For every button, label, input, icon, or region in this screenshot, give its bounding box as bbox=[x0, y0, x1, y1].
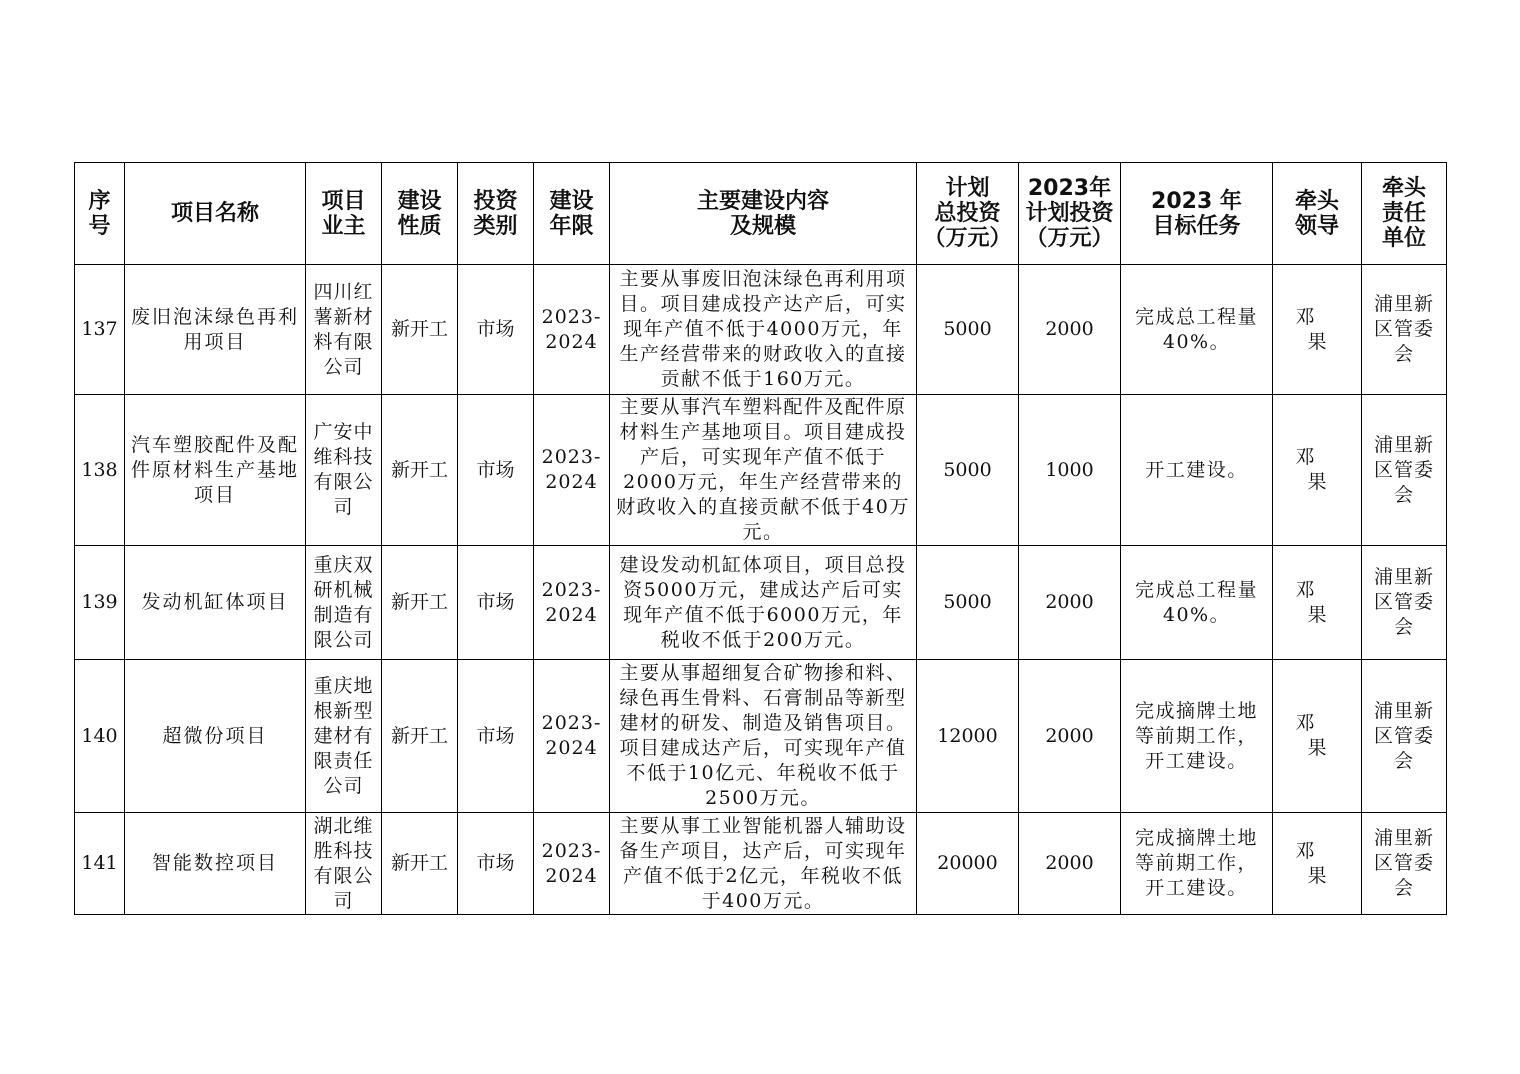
header-nature: 建设 性质 bbox=[382, 163, 458, 265]
header-owner: 项目 业主 bbox=[306, 163, 382, 265]
cell-total-investment: 5000 bbox=[917, 546, 1019, 660]
cell-nature: 新开工 bbox=[382, 813, 458, 915]
table-row bbox=[75, 395, 1447, 546]
header-plan-2023: 2023年 计划投资 （万元） bbox=[1019, 163, 1121, 265]
cell-project-name: 智能数控项目 bbox=[125, 813, 306, 915]
project-table bbox=[74, 162, 1447, 915]
leader-name: 邓果 bbox=[1295, 305, 1351, 353]
leader-name: 邓果 bbox=[1295, 839, 1351, 887]
table-row bbox=[75, 813, 1447, 915]
cell-category: 市场 bbox=[458, 546, 534, 660]
leader-name: 邓果 bbox=[1295, 578, 1351, 626]
cell-nature: 新开工 bbox=[382, 265, 458, 395]
cell-owner: 四川红薯新材料有限公司 bbox=[306, 265, 382, 395]
cell-seq: 141 bbox=[75, 813, 125, 915]
cell-seq: 137 bbox=[75, 265, 125, 395]
header-content: 主要建设内容 及规模 bbox=[610, 163, 917, 265]
header-unit: 牵头 责任 单位 bbox=[1362, 163, 1447, 265]
cell-project-name: 废旧泡沫绿色再利用项目 bbox=[125, 265, 306, 395]
cell-content: 主要从事工业智能机器人辅助设备生产项目，达产后，可实现年产值不低于2亿元，年税收不低于400万元。 bbox=[610, 813, 917, 915]
header-period: 建设 年限 bbox=[534, 163, 610, 265]
cell-total-investment: 5000 bbox=[917, 395, 1019, 546]
cell-content: 建设发动机缸体项目，项目总投资5000万元，建成达产后可实现年产值不低于6000万元，年税收不低于200万元。 bbox=[610, 546, 917, 660]
cell-target-2023: 完成总工程量40%。 bbox=[1121, 265, 1273, 395]
table-row bbox=[75, 660, 1447, 813]
cell-target-2023: 完成总工程量40%。 bbox=[1121, 546, 1273, 660]
cell-period: 2023-2024 bbox=[534, 546, 610, 660]
cell-nature: 新开工 bbox=[382, 546, 458, 660]
cell-target-2023: 完成摘牌土地等前期工作，开工建设。 bbox=[1121, 660, 1273, 813]
header-category: 投资 类别 bbox=[458, 163, 534, 265]
table-header-row bbox=[75, 163, 1447, 265]
cell-period: 2023-2024 bbox=[534, 395, 610, 546]
cell-leader bbox=[1273, 546, 1362, 660]
header-target-2023: 2023 年 目标任务 bbox=[1121, 163, 1273, 265]
cell-plan-2023: 1000 bbox=[1019, 395, 1121, 546]
cell-nature: 新开工 bbox=[382, 660, 458, 813]
cell-unit: 浦里新区管委会 bbox=[1362, 395, 1447, 546]
cell-seq: 139 bbox=[75, 546, 125, 660]
header-leader: 牵头 领导 bbox=[1273, 163, 1362, 265]
cell-period: 2023-2024 bbox=[534, 265, 610, 395]
cell-unit: 浦里新区管委会 bbox=[1362, 660, 1447, 813]
table-row bbox=[75, 546, 1447, 660]
cell-seq: 140 bbox=[75, 660, 125, 813]
cell-category: 市场 bbox=[458, 395, 534, 546]
cell-plan-2023: 2000 bbox=[1019, 546, 1121, 660]
cell-category: 市场 bbox=[458, 660, 534, 813]
cell-owner: 湖北维胜科技有限公司 bbox=[306, 813, 382, 915]
cell-project-name: 汽车塑胶配件及配件原材料生产基地项目 bbox=[125, 395, 306, 546]
cell-content: 主要从事汽车塑料配件及配件原材料生产基地项目。项目建成投产后，可实现年产值不低于2000万元，年生产经营带来的财政收入的直接贡献不低于40万元。 bbox=[610, 395, 917, 546]
leader-name: 邓果 bbox=[1295, 712, 1351, 759]
cell-leader bbox=[1273, 813, 1362, 915]
cell-owner: 重庆地根新型建材有限责任公司 bbox=[306, 660, 382, 813]
cell-leader bbox=[1273, 660, 1362, 813]
cell-content: 主要从事超细复合矿物掺和料、绿色再生骨料、石膏制品等新型建材的研发、制造及销售项目。项目建成达产后，可实现年产值不低于10亿元、年税收不低于2500万元。 bbox=[610, 660, 917, 813]
cell-owner: 广安中维科技有限公司 bbox=[306, 395, 382, 546]
cell-unit: 浦里新区管委会 bbox=[1362, 813, 1447, 915]
cell-leader bbox=[1273, 265, 1362, 395]
cell-project-name: 发动机缸体项目 bbox=[125, 546, 306, 660]
cell-owner: 重庆双研机械制造有限公司 bbox=[306, 546, 382, 660]
cell-plan-2023: 2000 bbox=[1019, 660, 1121, 813]
header-total-investment: 计划 总投资 （万元） bbox=[917, 163, 1019, 265]
cell-nature: 新开工 bbox=[382, 395, 458, 546]
table-row bbox=[75, 265, 1447, 395]
cell-unit: 浦里新区管委会 bbox=[1362, 546, 1447, 660]
cell-target-2023: 开工建设。 bbox=[1121, 395, 1273, 546]
cell-total-investment: 5000 bbox=[917, 265, 1019, 395]
cell-leader bbox=[1273, 395, 1362, 546]
header-seq: 序 号 bbox=[75, 163, 125, 265]
cell-plan-2023: 2000 bbox=[1019, 813, 1121, 915]
cell-project-name: 超微份项目 bbox=[125, 660, 306, 813]
cell-total-investment: 20000 bbox=[917, 813, 1019, 915]
cell-seq: 138 bbox=[75, 395, 125, 546]
cell-content: 主要从事废旧泡沫绿色再利用项目。项目建成投产达产后，可实现年产值不低于4000万元，年生产经营带来的财政收入的直接贡献不低于160万元。 bbox=[610, 265, 917, 395]
header-project-name: 项目名称 bbox=[125, 163, 306, 265]
cell-total-investment: 12000 bbox=[917, 660, 1019, 813]
cell-period: 2023-2024 bbox=[534, 660, 610, 813]
cell-plan-2023: 2000 bbox=[1019, 265, 1121, 395]
cell-category: 市场 bbox=[458, 265, 534, 395]
cell-period: 2023-2024 bbox=[534, 813, 610, 915]
cell-unit: 浦里新区管委会 bbox=[1362, 265, 1447, 395]
leader-name: 邓果 bbox=[1295, 446, 1351, 493]
cell-category: 市场 bbox=[458, 813, 534, 915]
cell-target-2023: 完成摘牌土地等前期工作，开工建设。 bbox=[1121, 813, 1273, 915]
